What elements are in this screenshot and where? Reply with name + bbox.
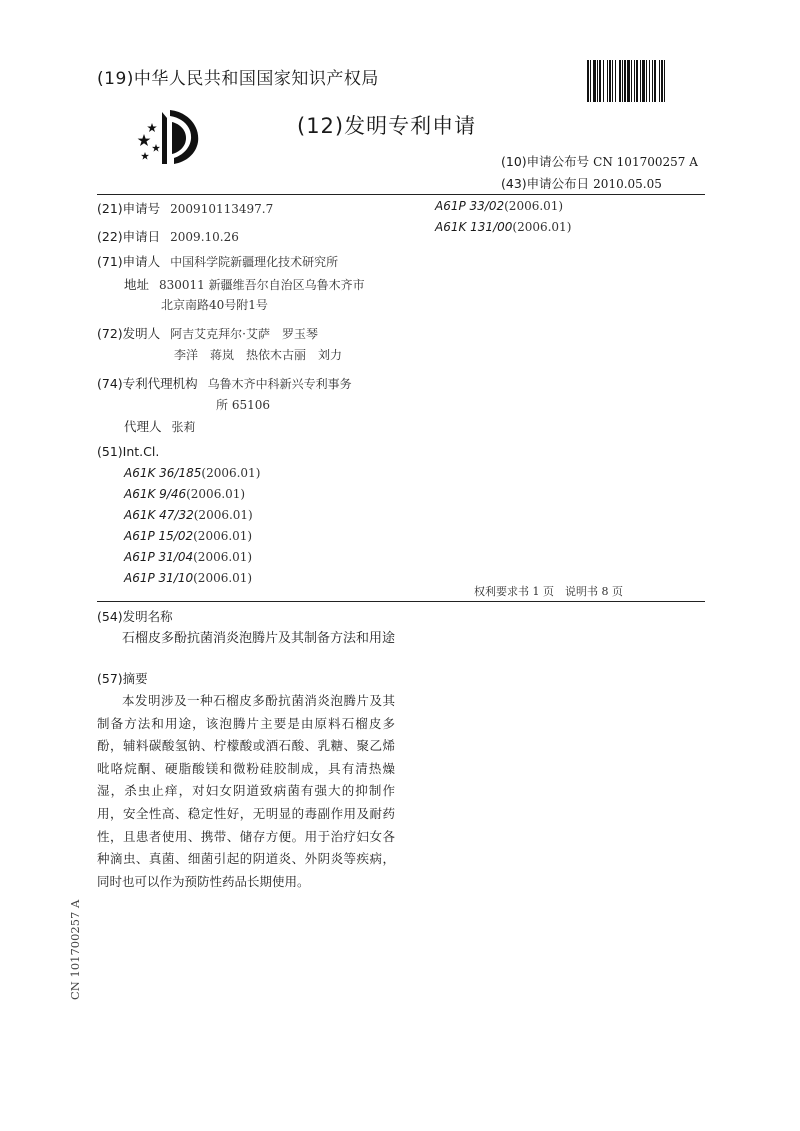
application-date-row — [97, 227, 239, 245]
agency-line-1: 乌鲁木齐中科新兴专利事务 — [207, 377, 352, 391]
document-type: (12)发明专利申请 — [297, 114, 477, 138]
bib-divider — [97, 601, 705, 602]
agent: 张莉 — [171, 420, 196, 434]
agency-line-2: 所 65106 — [216, 398, 270, 412]
cnipa-logo — [136, 108, 206, 166]
ipc-entry: A61P 15/02(2006.01) — [124, 529, 253, 543]
ipc-entry: A61K 131/00(2006.01) — [435, 220, 572, 234]
agency-row — [97, 374, 352, 392]
address-label: 地址 — [124, 277, 150, 292]
agency-label: (74)专利代理机构 — [97, 376, 198, 391]
inventors-label: (72)发明人 — [97, 326, 161, 341]
ipc-entry: A61P 33/02(2006.01) — [435, 199, 564, 213]
ipc-entry: A61K 47/32(2006.01) — [124, 508, 253, 522]
address-line-2: 北京南路40号附1号 — [161, 298, 268, 312]
publication-date-row — [501, 174, 662, 192]
abstract-label: (57)摘要 — [97, 671, 148, 686]
publication-number: CN 101700257 A — [593, 155, 698, 169]
side-publication-number: CN 101700257 A — [68, 899, 82, 1000]
address-line-1: 830011 新疆维吾尔自治区乌鲁木齐市 — [159, 278, 365, 292]
inventors-row — [97, 324, 318, 342]
application-date: 2009.10.26 — [170, 230, 239, 244]
applicant: 中国科学院新疆理化技术研究所 — [170, 255, 339, 269]
application-number: 200910113497.7 — [170, 202, 274, 216]
publication-date: 2010.05.05 — [593, 177, 662, 191]
application-number-row — [97, 199, 273, 217]
int-cl-label: (51)Int.Cl. — [97, 444, 160, 459]
barcode — [587, 60, 704, 102]
ipc-entry: A61P 31/10(2006.01) — [124, 571, 253, 585]
agent-label: 代理人 — [124, 419, 162, 434]
ipc-entry: A61K 36/185(2006.01) — [124, 466, 261, 480]
title-label: (54)发明名称 — [97, 609, 173, 624]
publication-number-row — [501, 152, 698, 170]
invention-title: 石榴皮多酚抗菌消炎泡腾片及其制备方法和用途 — [122, 631, 396, 646]
patent-office-name: (19)中华人民共和国国家知识产权局 — [97, 69, 379, 89]
publication-date-label: (43)申请公布日 — [501, 176, 590, 191]
application-date-label: (22)申请日 — [97, 229, 161, 244]
inventors-line-2: 李洋 蒋岚 热依木古丽 刘力 — [174, 348, 343, 362]
publication-number-label: (10)申请公布号 — [501, 154, 590, 169]
address-row — [124, 275, 365, 293]
abstract-text: 本发明涉及一种石榴皮多酚抗菌消炎泡腾片及其制备方法和用途，该泡腾片主要是由原料石榴皮多酚，辅料碳酸氢钠、柠檬酸或酒石酸、乳糖、聚乙烯吡咯烷酮、硬脂酸镁和微粉硅胶制成，具有清热燥湿，杀虫止痒，对妇女阴道致病菌有强大的抑制作用，安全性高、稳定性好，无明显的毒副作用及耐药性，且患者使用、携带、储存方便。用于治疗妇女各种滴虫、真菌、细菌引起的阴道炎、外阴炎等疾病，同时也可以作为预防性药品长期使用。 — [97, 693, 395, 889]
applicant-row — [97, 252, 338, 270]
inventors-line-1: 阿吉艾克拜尔·艾萨 罗玉琴 — [170, 327, 318, 341]
header-divider — [97, 194, 705, 195]
applicant-label: (71)申请人 — [97, 254, 161, 269]
ipc-entry: A61K 9/46(2006.01) — [124, 487, 246, 501]
agent-row — [124, 417, 196, 435]
ipc-entry: A61P 31/04(2006.01) — [124, 550, 253, 564]
application-number-label: (21)申请号 — [97, 201, 161, 216]
page-counts: 权利要求书 1 页 说明书 8 页 — [474, 585, 623, 598]
